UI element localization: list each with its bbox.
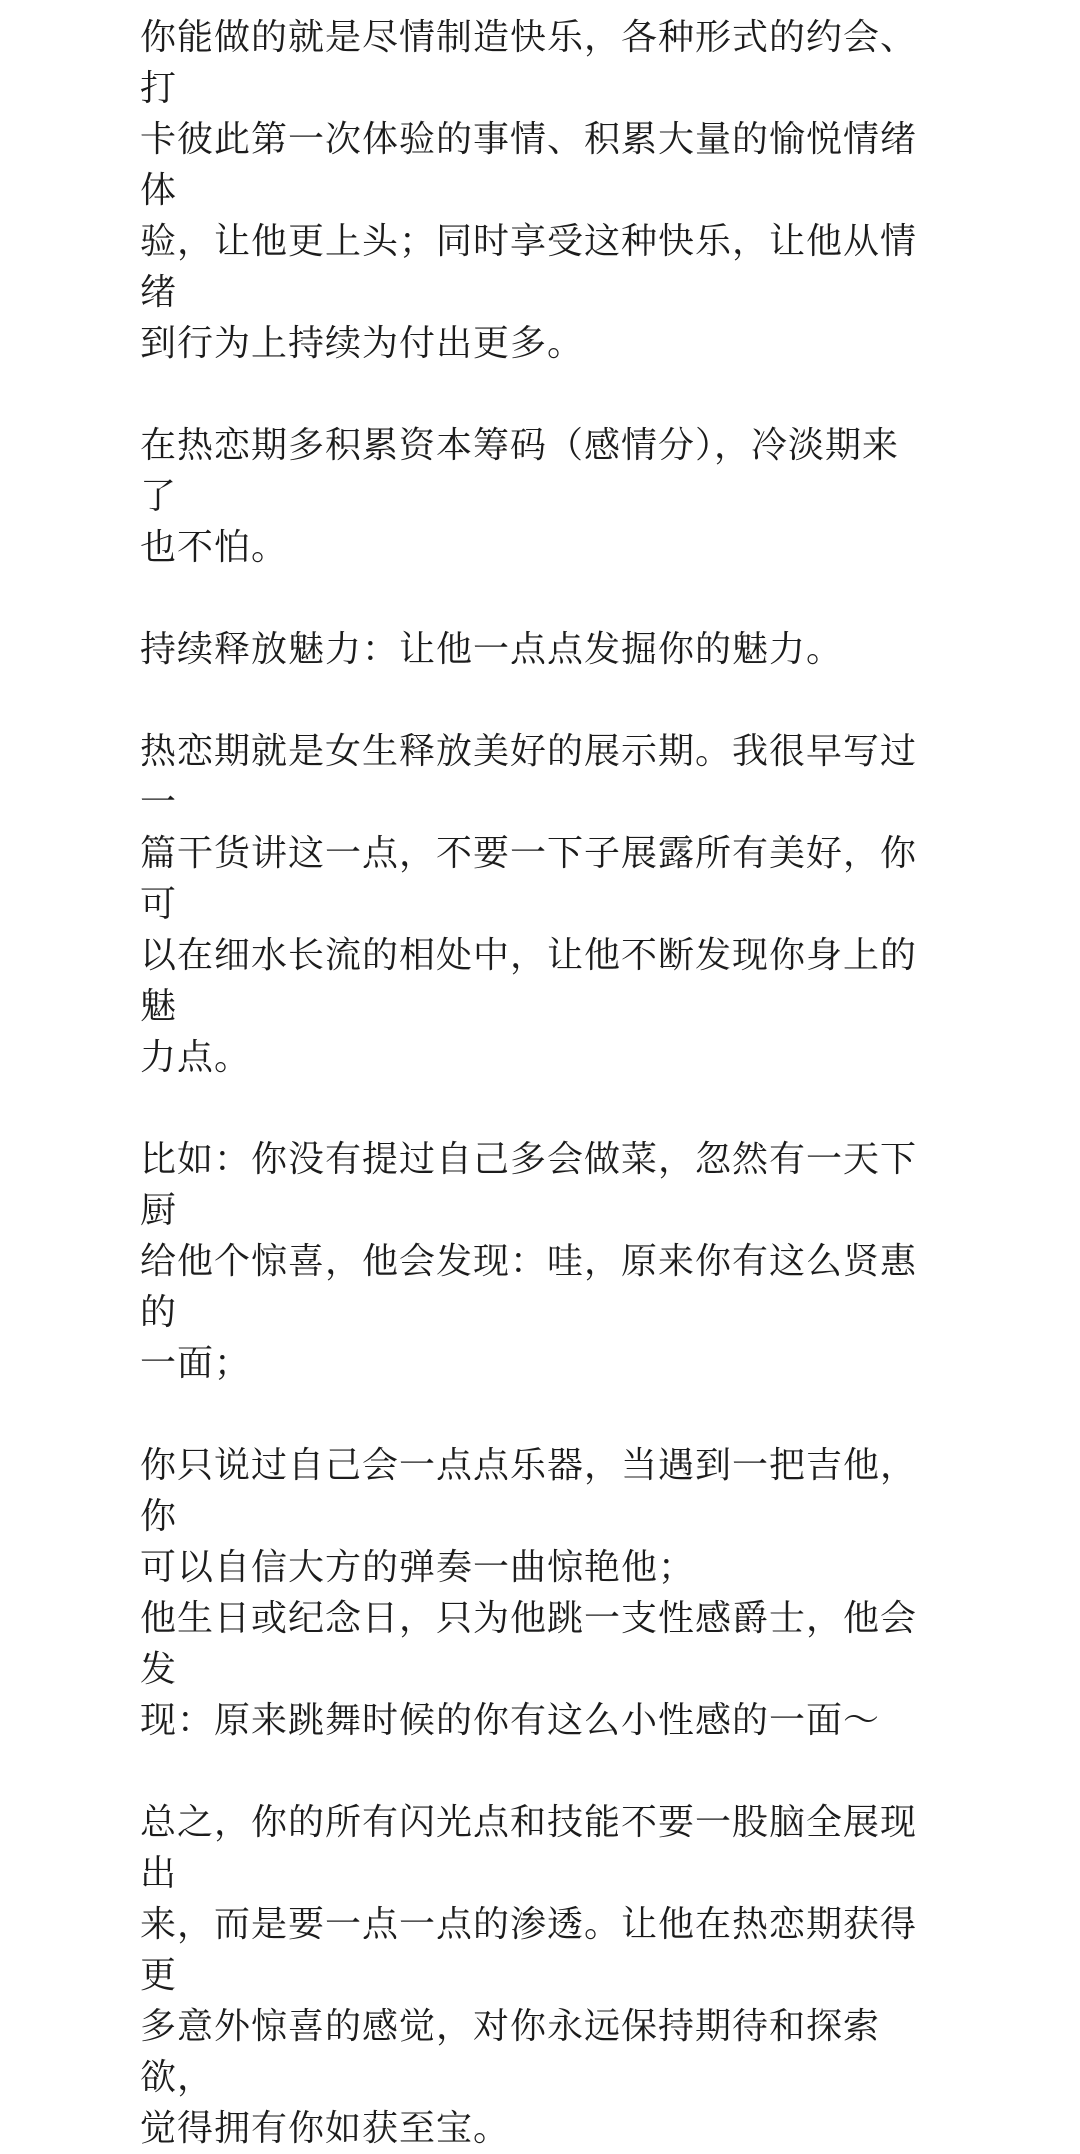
paragraph-summary: 总之，你的所有闪光点和技能不要一股脑全展现出 来，而是要一点一点的渗透。让他在热恋期获得更 多意外惊喜的感觉，对你永远保持期待和探索欲， 觉得拥有你如获至宝。 bbox=[140, 1802, 918, 2149]
paragraph-showcase: 热恋期就是女生释放美好的展示期。我很早写过一 篇干货讲这一点，不要一下子展露所有美好，你可 以在细水长流的相处中，让他不断发现你身上的魅 力点。 bbox=[140, 731, 918, 1078]
paragraph-gap bbox=[140, 675, 920, 726]
paragraph-gap bbox=[140, 1746, 920, 1797]
paragraph-cooking-example: 比如：你没有提过自己多会做菜，忽然有一天下厨 给他个惊喜，他会发现：哇，原来你有这么贤惠的 一面； bbox=[140, 1139, 918, 1384]
paragraph-gap bbox=[140, 1083, 920, 1134]
paragraph-guitar-example: 你只说过自己会一点点乐器，当遇到一把吉他，你 可以自信大方的弹奏一曲惊艳他； bbox=[140, 1445, 918, 1588]
paragraph-capital: 在热恋期多积累资本筹码（感情分），冷淡期来了 也不怕。 bbox=[140, 425, 900, 568]
paragraph-joy: 你能做的就是尽情制造快乐，各种形式的约会、打 卡彼此第一次体验的事情、积累大量的愉悦情绪体 验，让他更上头；同时享受这种快乐，让他从情绪 到行为上持续为付出更多。 bbox=[140, 17, 918, 364]
paragraph-charm-heading: 持续释放魅力：让他一点点发掘你的魅力。 bbox=[140, 629, 844, 670]
paragraph-gap bbox=[140, 573, 920, 624]
paragraph-dance-example: 他生日或纪念日，只为他跳一支性感爵士，他会发 现：原来跳舞时候的你有这么小性感的一面～ bbox=[140, 1598, 918, 1741]
paragraph-gap bbox=[140, 369, 920, 420]
article-body bbox=[140, 12, 920, 2154]
paragraph-gap bbox=[140, 1389, 920, 1440]
